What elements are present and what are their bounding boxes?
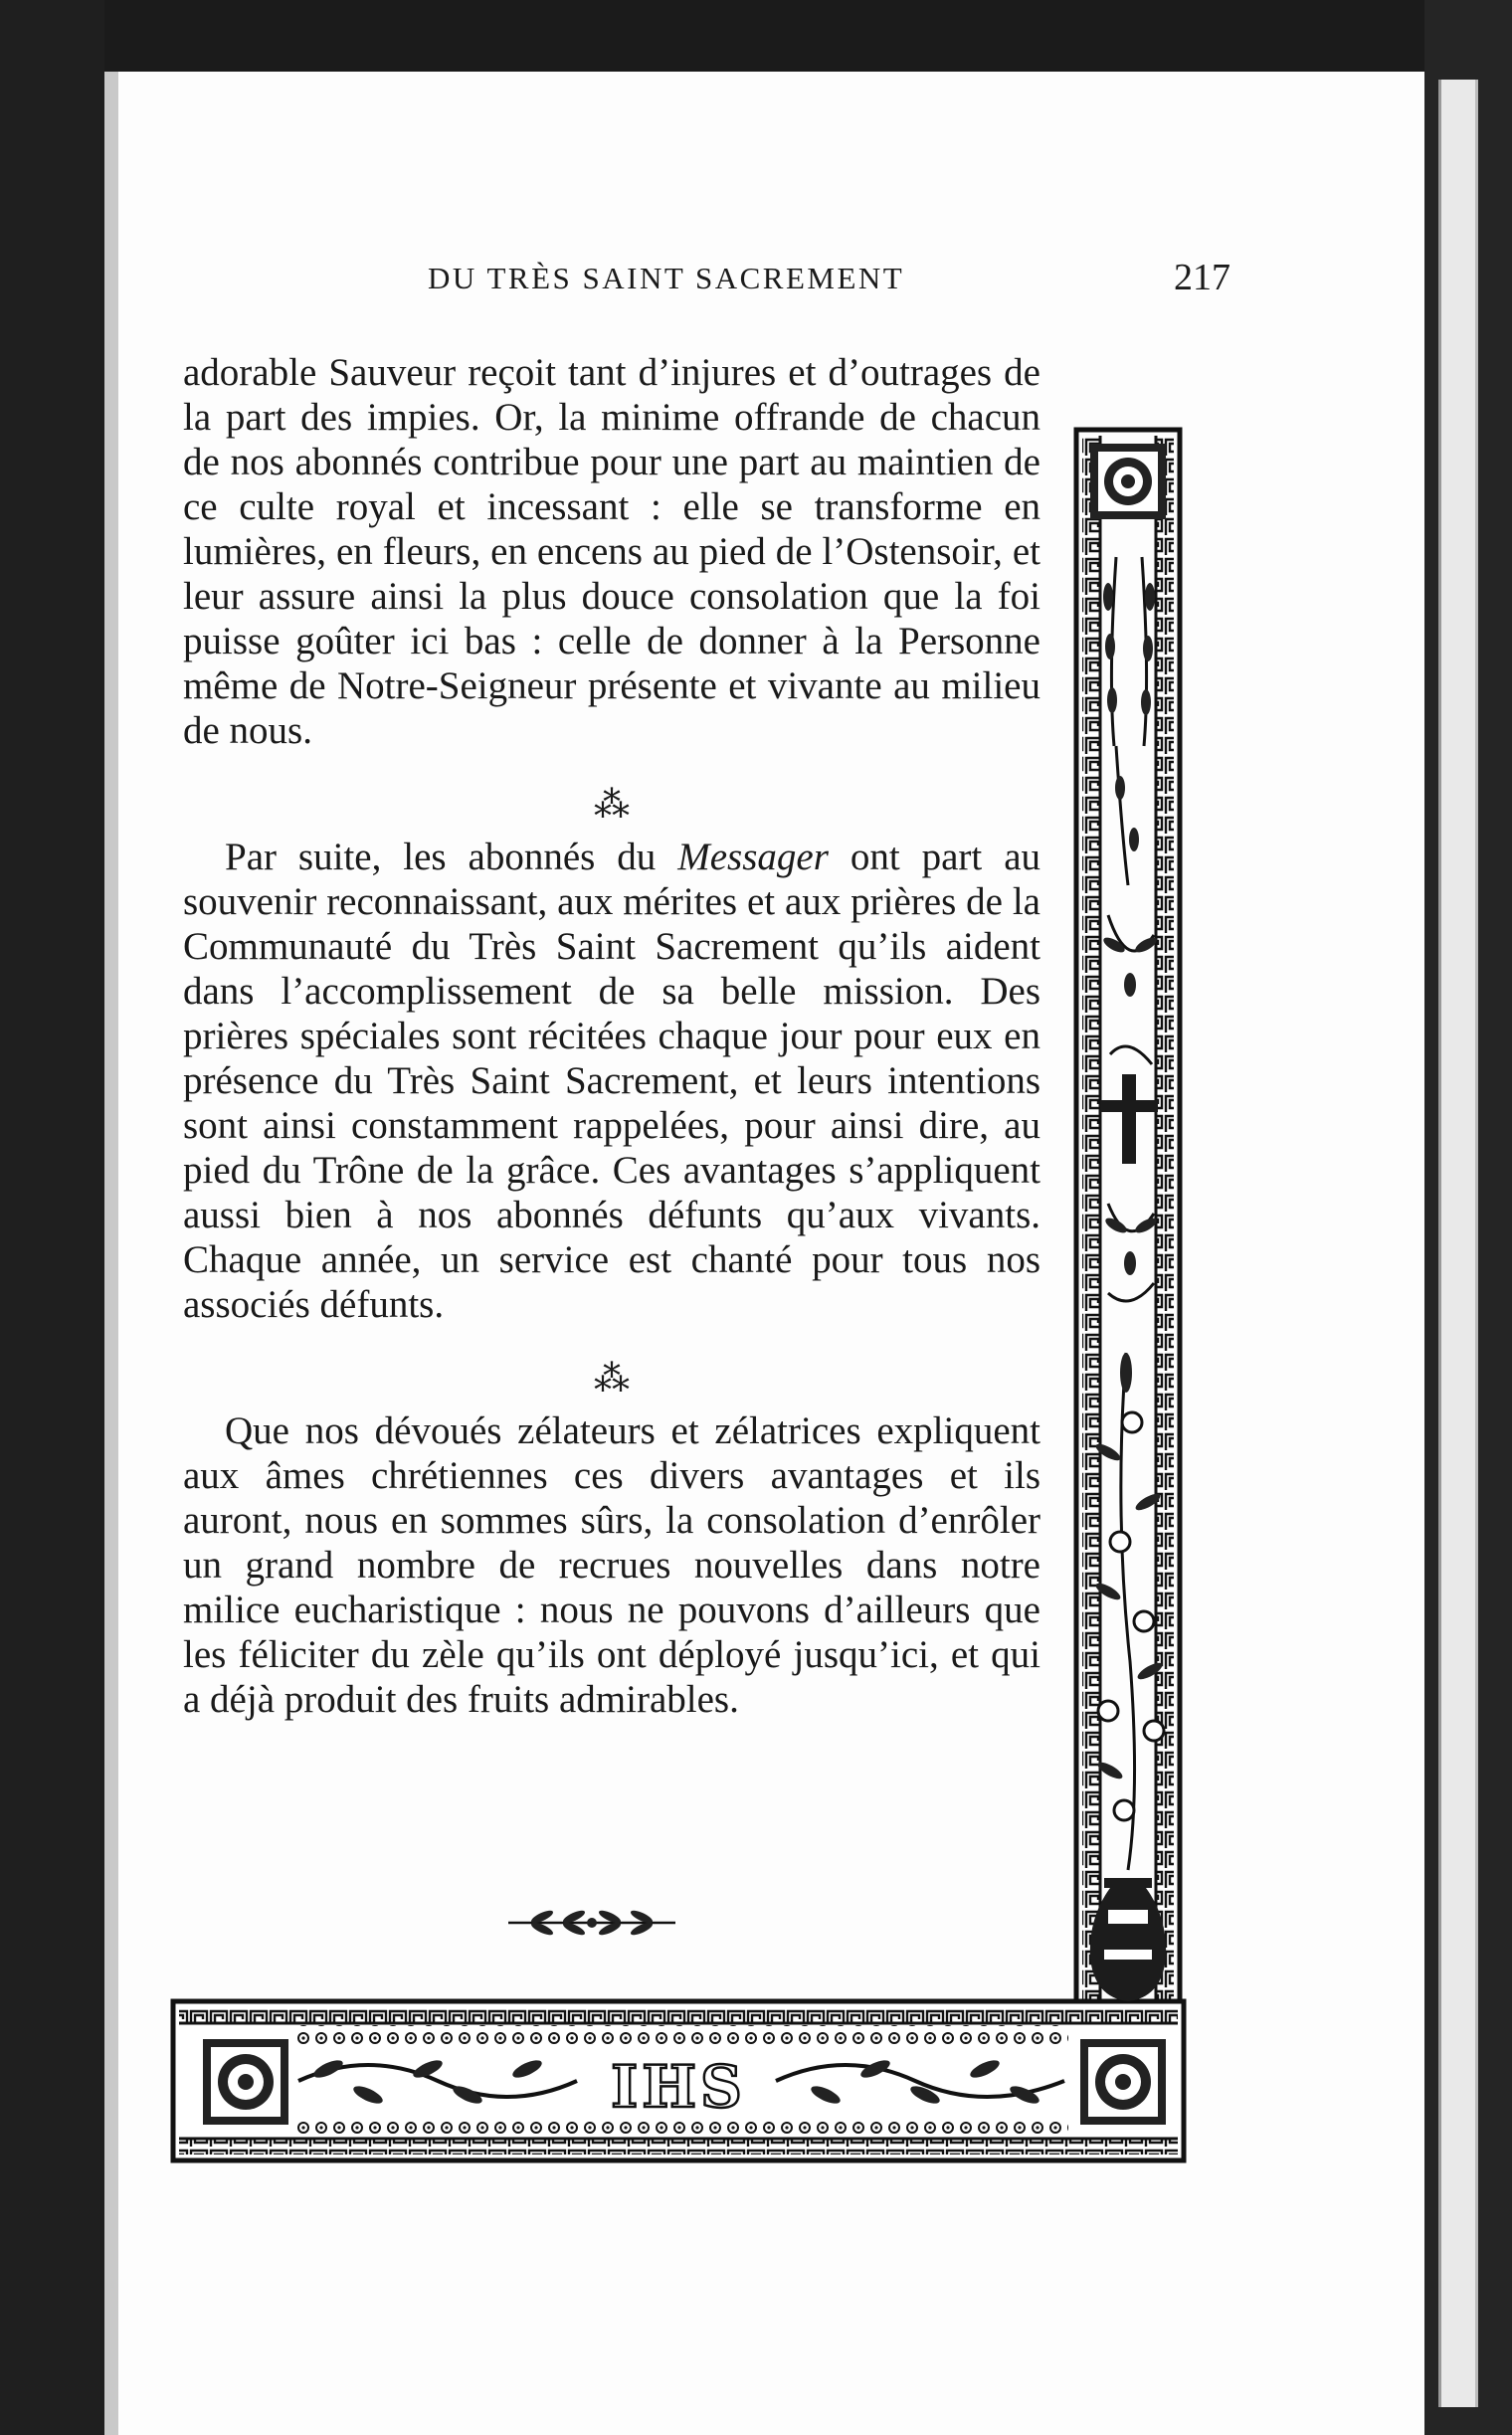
paragraph: adorable Sauveur reçoit tant d’injures et d’outrages de la part des impies. Or, la minime offrande de chacun de nos abonnés contribue pour une part au maintien de ce culte royal et incessant : elle se transforme en lumières, en fleurs, en encens au pied de l’Ostensoir, et leur assure ainsi la plus douce consolation que la foi puisse goûter ici bas : celle de donner à la Personne même de Notre-Seigneur présente et vivante au milieu de nous. — [183, 351, 1040, 752]
cross-icon — [1100, 1074, 1158, 1164]
flower-icon — [1098, 1412, 1164, 1820]
paragraph: Que nos dévoués zélateurs et zélatrices expliquent aux âmes chrétiennes ces divers avantages et ils auront, nous en sommes sûrs, la consolation d’enrôler un grand nombre de recrues nouvelles dans notre milice eucharistique : nous ne pouvons d’ailleurs que les féliciter du zèle qu’ils ont déployé jusqu’ici, et qui a déjà produit des fruits admirables. — [183, 1409, 1040, 1721]
paragraph-text: ont part au souvenir reconnaissant, aux mérites et aux prières de la Communauté du Très Saint Sacrement qu’ils aident dans l’accomplissement de sa belle mission. Des prières spéciales sont récitées chaque jour pour eux en présence du Très Saint Sacrement, et leurs intentions sont ainsi constamment rappelées, pour ainsi dire, au pied du Trône de la grâce. Ces avantages s’appliquent aussi bien à nos abonnés défunts qu’aux vivants. Chaque année, un service est chanté pour tous nos associés défunts. — [183, 836, 1041, 1326]
rosette-icon — [1090, 444, 1166, 519]
paragraph — [183, 835, 1040, 1327]
journal-title: Messager — [677, 836, 829, 878]
ihs-monogram: IHS — [611, 2053, 746, 2121]
page-gutter — [104, 72, 118, 2435]
running-head: DU TRÈS SAINT SACREMENT — [428, 261, 905, 295]
page-edges — [1438, 80, 1478, 2407]
body-text — [183, 350, 1040, 1722]
scan-edge-top — [0, 0, 1512, 72]
asterism-icon: ⁂ — [594, 785, 630, 825]
page-number: 217 — [1174, 257, 1230, 298]
asterism-icon: ⁂ — [594, 1359, 630, 1399]
fleuron-icon — [502, 1903, 681, 1943]
scan-edge-left — [0, 0, 104, 2435]
paragraph-text: Par suite, les abonnés du — [225, 836, 678, 878]
